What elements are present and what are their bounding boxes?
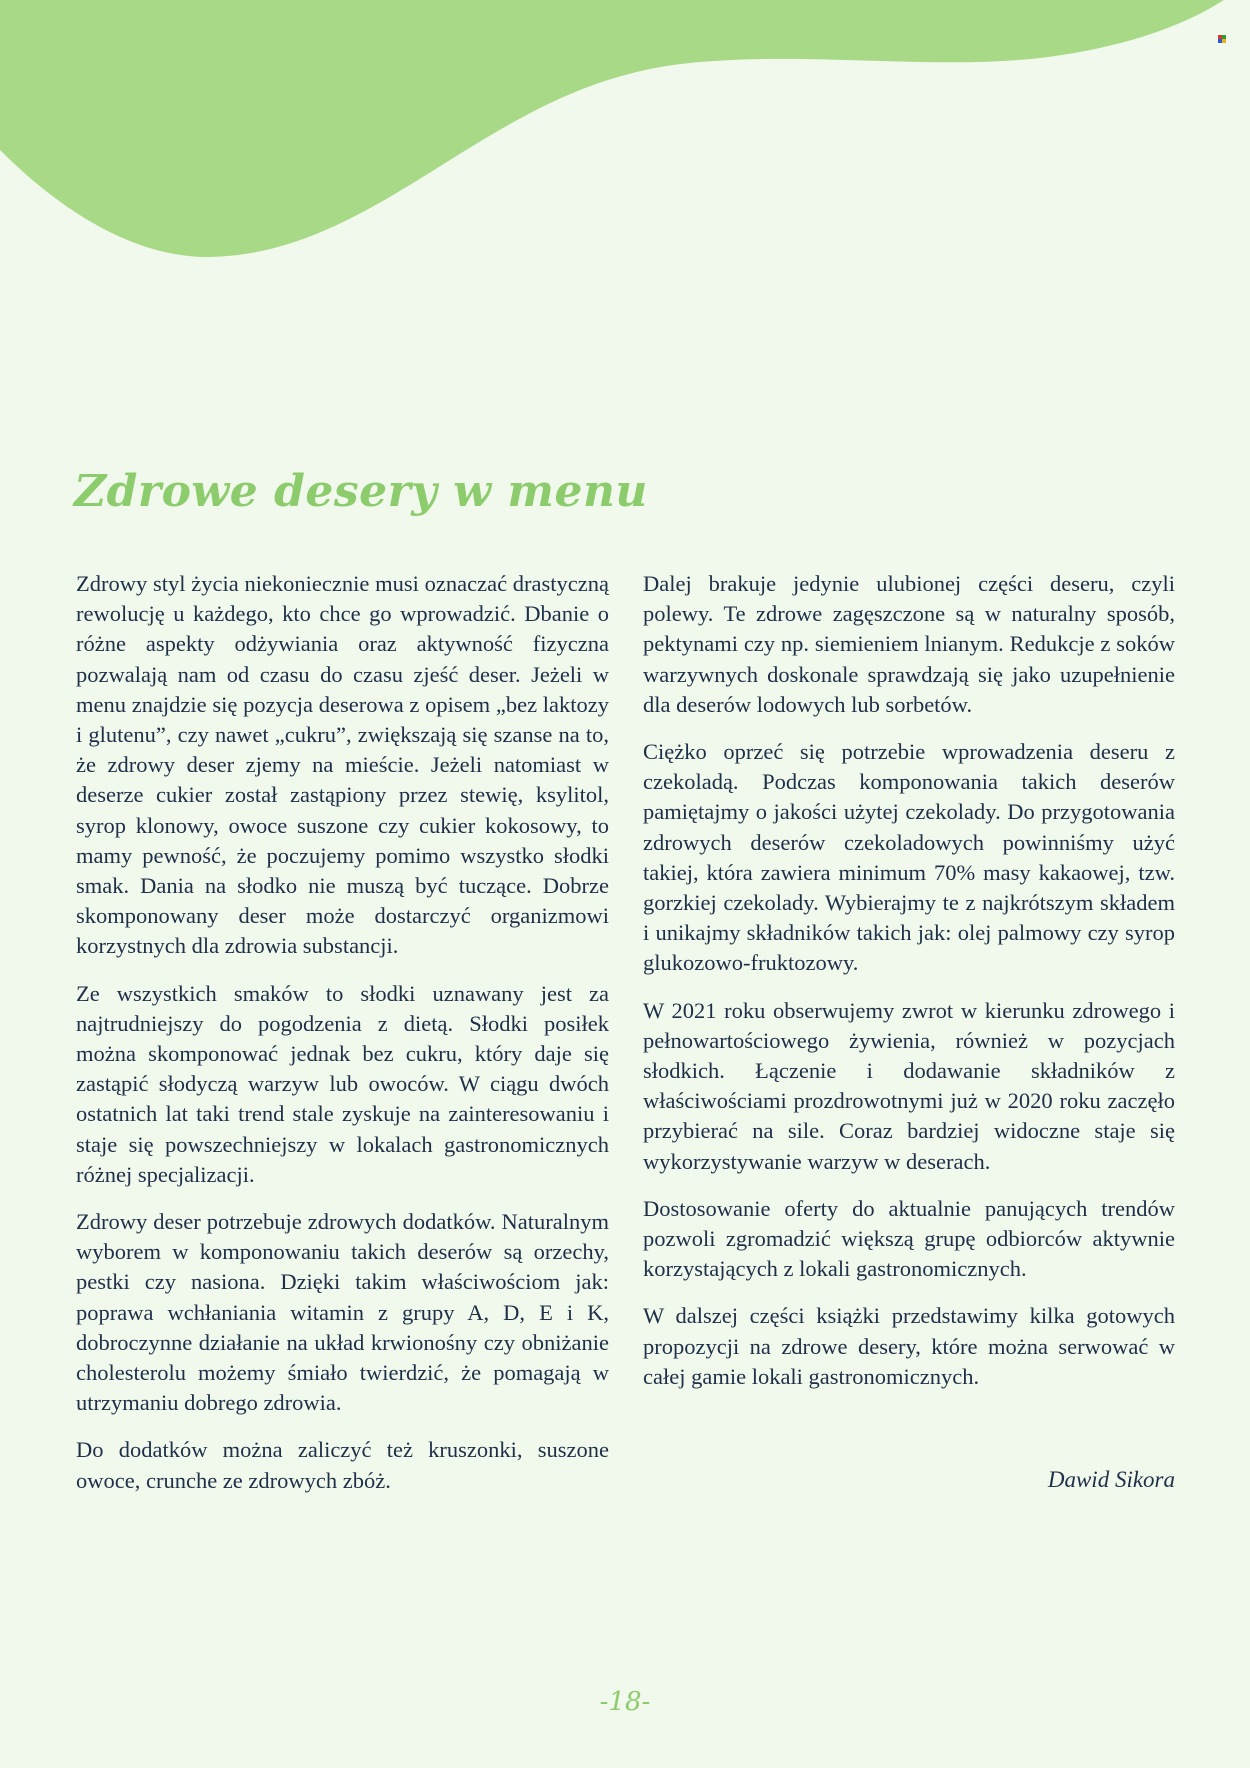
paragraph: Do dodatków można zaliczyć też kruszonki, suszone owoce, crunche ze zdrowych zbóż. bbox=[76, 1437, 609, 1493]
paragraph: Zdrowy deser potrzebuje zdrowych dodatków. Naturalnym wyborem w komponowaniu takich deserów są orzechy, pestki czy nasiona. Dzięki takim właściwościom jak: poprawa wchłaniania witamin z grupy A, D, E i K, dobroczynne działanie na układ krwionośny czy obniżanie cholesterolu możemy śmiało twierdzić, że pomagają w utrzymaniu dobrego zdrowia. bbox=[76, 1209, 609, 1416]
paragraph: Ciężko oprzeć się potrzebie wprowadzenia deseru z czekoladą. Podczas komponowania takich deserów pamiętajmy o jakości użytej czekolady. Do przygotowania zdrowych deserów czekoladowych powinniśmy użyć takiej, która zawiera minimum 70% masy kakaowej, tzw. gorzkiej czekolady. Wybierajmy te z najkrótszym składem i unikajmy składników takich jak: olej palmowy czy syrop glukozowo-fruktozowy. bbox=[643, 739, 1175, 976]
header-wave-shape bbox=[0, 0, 1250, 280]
paragraph: Ze wszystkich smaków to słodki uznawany jest za najtrudniejszy do pogodzenia z dietą. Słodki posiłek można skomponować jednak bez cukru, który daje się zastąpić słodyczą warzyw lub owoców. W ciągu dwóch ostatnich lat taki trend stale zyskuje na zainteresowaniu i staje się powszechniejszy w lokalach gastronomicznych różnej specjalizacji. bbox=[76, 980, 609, 1187]
paragraph: Dalej brakuje jedynie ulubionej części deseru, czyli polewy. Te zdrowe zagęszczone są w naturalny sposób, pektynami czy np. siemieniem lnianym. Redukcje z soków warzywnych doskonale sprawdzają się jako uzupełnienie dla deserów lodowych lub sorbetów. bbox=[643, 571, 1175, 717]
color-registration-mark bbox=[1218, 35, 1226, 43]
left-text-column bbox=[76, 569, 609, 1513]
paragraph: W 2021 roku obserwujemy zwrot w kierunku zdrowego i pełnowartościowego żywienia, również w pozycjach słodkich. Łączenie i dodawanie składników z właściwościami prozdrowotnymi już w 2020 roku zaczęło przybierać na sile. Coraz bardziej widoczne staje się wykorzystywanie warzyw w deserach. bbox=[643, 997, 1175, 1174]
paragraph: W dalszej części książki przedstawimy kilka gotowych propozycji na zdrowe desery, które można serwować w całej gamie lokali gastronomicznych. bbox=[643, 1303, 1175, 1389]
article-title: Zdrowe desery w menu bbox=[74, 466, 648, 517]
paragraph: Zdrowy styl życia niekoniecznie musi oznaczać drastyczną rewolucję u każdego, kto chce go wprowadzić. Dbanie o różne aspekty odżywiania oraz aktywność fizyczna pozwalają nam od czasu do czasu zjeść deser. Jeżeli w menu znajdzie się pozycja deserowa z opisem „bez laktozy i glutenu”, czy nawet „cukru”, zwiększają się szanse na to, że zdrowy deser zjemy na mieście. Jeżeli natomiast w deserze cukier został zastąpiony przez stewię, ksylitol, syrop klonowy, owoce suszone czy cukier kokosowy, to mamy pewność, że poczujemy pomimo wszystko słodki smak. Dania na słodko nie muszą być tuczące. Dobrze skomponowany deser może dostarczyć organizmowi korzystnych dla zdrowia substancji. bbox=[76, 571, 609, 959]
page-number: -18- bbox=[599, 1687, 651, 1717]
paragraph: Dostosowanie oferty do aktualnie panujących trendów pozwoli zgromadzić większą grupę odbiorców aktywnie korzystających z lokali gastronomicznych. bbox=[643, 1195, 1175, 1282]
author-signature: Dawid Sikora bbox=[1047, 1467, 1175, 1492]
right-text-column bbox=[643, 569, 1175, 1409]
